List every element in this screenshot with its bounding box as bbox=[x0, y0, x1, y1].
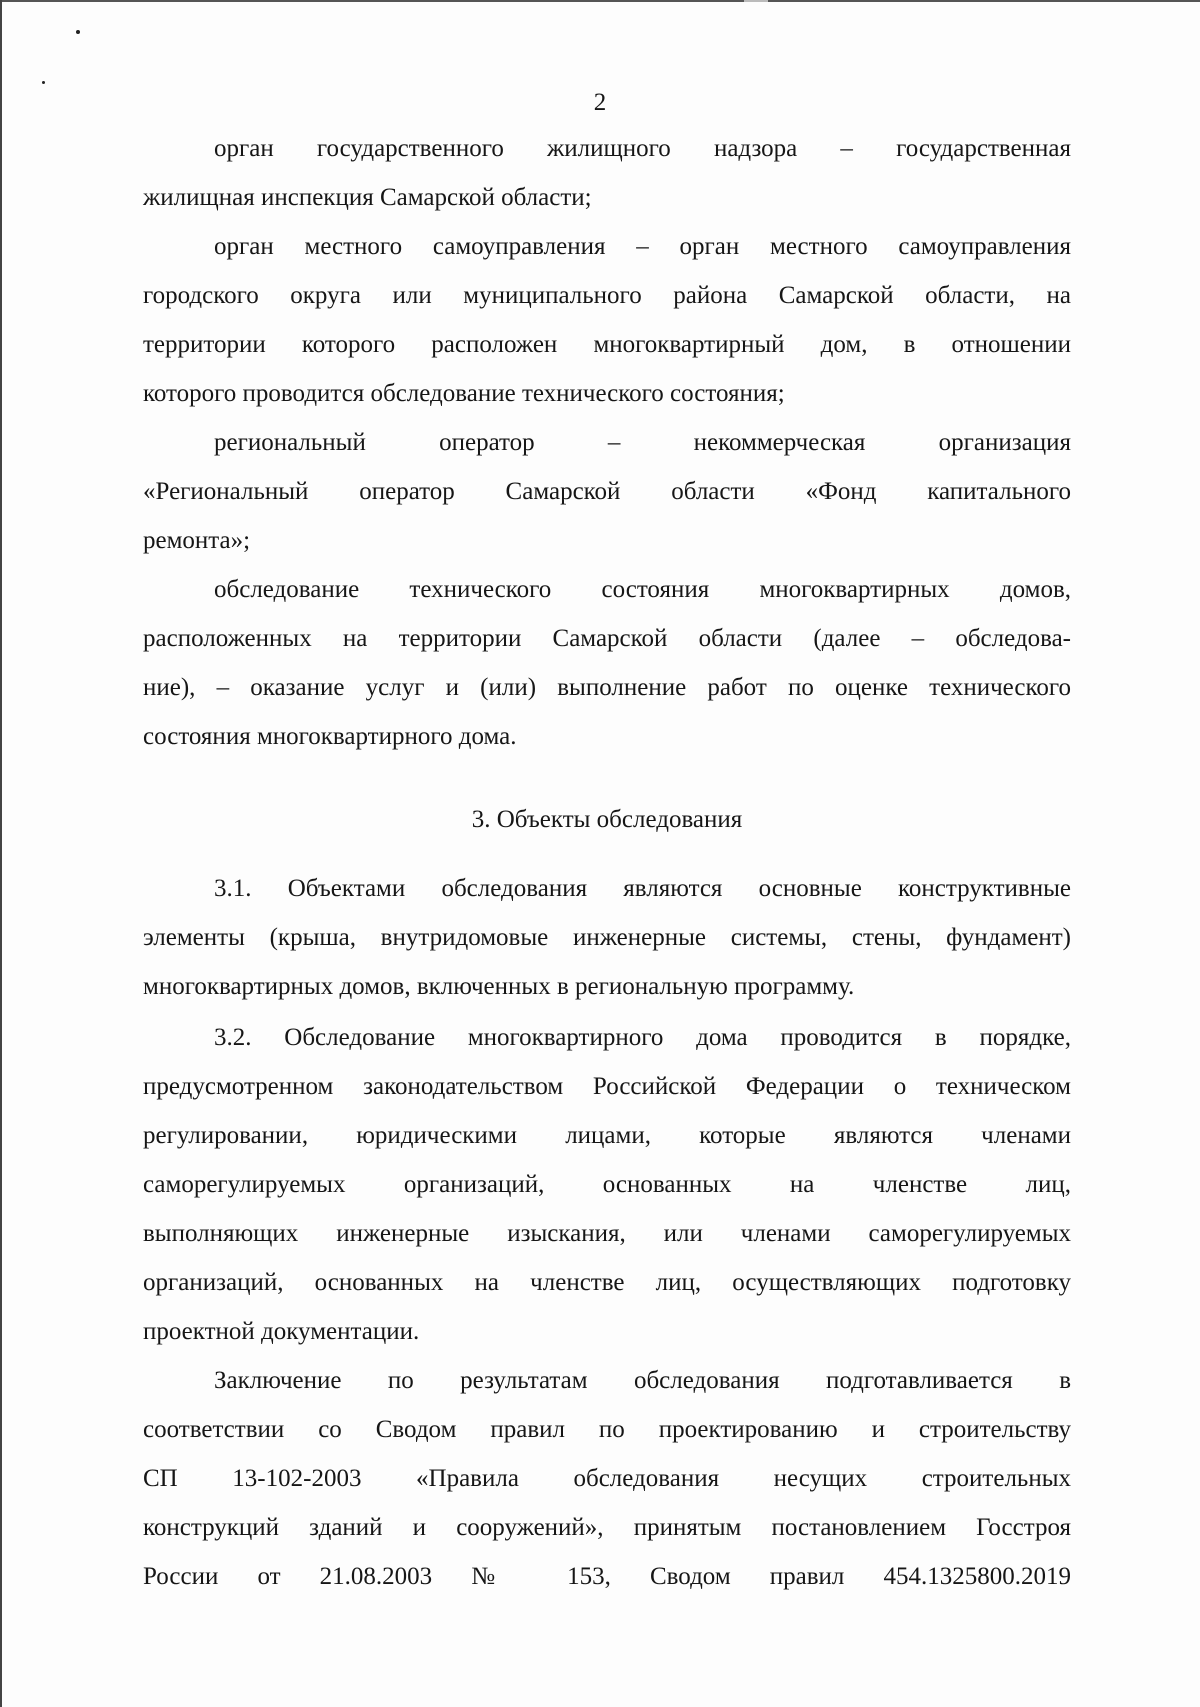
text-line: Заключение по результатам обследования подготавливается в bbox=[214, 1367, 1071, 1394]
text-line: России от 21.08.2003 № 153, Сводом правил 454.1325800.2019 bbox=[143, 1563, 1071, 1590]
text-line: территории которого расположен многоквартирный дом, в отношении bbox=[143, 331, 1071, 358]
text-line: состояния многоквартирного дома. bbox=[143, 723, 517, 750]
text-line: ние), – оказание услуг и (или) выполнение работ по оценке технического bbox=[143, 674, 1071, 701]
text-line: ремонта»; bbox=[143, 527, 251, 554]
text-line: саморегулируемых организаций, основанных на членстве лиц, bbox=[143, 1171, 1071, 1198]
text-line: проектной документации. bbox=[143, 1318, 420, 1345]
text-line: орган государственного жилищного надзора – государственная bbox=[214, 135, 1071, 162]
text-line: соответствии со Сводом правил по проектированию и строительству bbox=[143, 1416, 1071, 1443]
text-line: обследование технического состояния многоквартирных домов, bbox=[214, 576, 1071, 603]
text-line: региональный оператор – некоммерческая организация bbox=[214, 429, 1071, 456]
text-line: предусмотренном законодательством Российской Федерации о техническом bbox=[143, 1073, 1071, 1100]
text-line: многоквартирных домов, включенных в региональную программу. bbox=[143, 973, 855, 1000]
text-line: выполняющих инженерные изыскания, или членами саморегулируемых bbox=[143, 1220, 1071, 1247]
text-line: элементы (крыша, внутридомовые инженерные системы, стены, фундамент) bbox=[143, 924, 1071, 951]
text-line: которого проводится обследование технического состояния; bbox=[143, 380, 785, 407]
scan-speck bbox=[76, 30, 80, 34]
scan-border-top bbox=[0, 0, 1200, 2]
text-line: конструкций зданий и сооружений», принятым постановлением Госстроя bbox=[143, 1514, 1071, 1541]
text-line: 3.2. Обследование многоквартирного дома проводится в порядке, bbox=[214, 1024, 1071, 1051]
text-line: 3.1. Объектами обследования являются основные конструктивные bbox=[214, 875, 1071, 902]
scan-border-left bbox=[0, 0, 2, 1707]
text-line: регулировании, юридическими лицами, которые являются членами bbox=[143, 1122, 1071, 1149]
text-line: расположенных на территории Самарской области (далее – обследова- bbox=[143, 625, 1071, 652]
text-line: городского округа или муниципального района Самарской области, на bbox=[143, 282, 1071, 309]
text-line: организаций, основанных на членстве лиц, осуществляющих подготовку bbox=[143, 1269, 1071, 1296]
text-line: орган местного самоуправления – орган местного самоуправления bbox=[214, 233, 1071, 260]
scan-speck bbox=[42, 81, 45, 84]
text-line: жилищная инспекция Самарской области; bbox=[143, 184, 592, 211]
section-heading: 3. Объекты обследования bbox=[471, 806, 743, 833]
text-line: СП 13-102-2003 «Правила обследования несущих строительных bbox=[143, 1465, 1071, 1492]
page-number: 2 bbox=[593, 89, 607, 116]
text-line: «Региональный оператор Самарской области «Фонд капитального bbox=[143, 478, 1071, 505]
